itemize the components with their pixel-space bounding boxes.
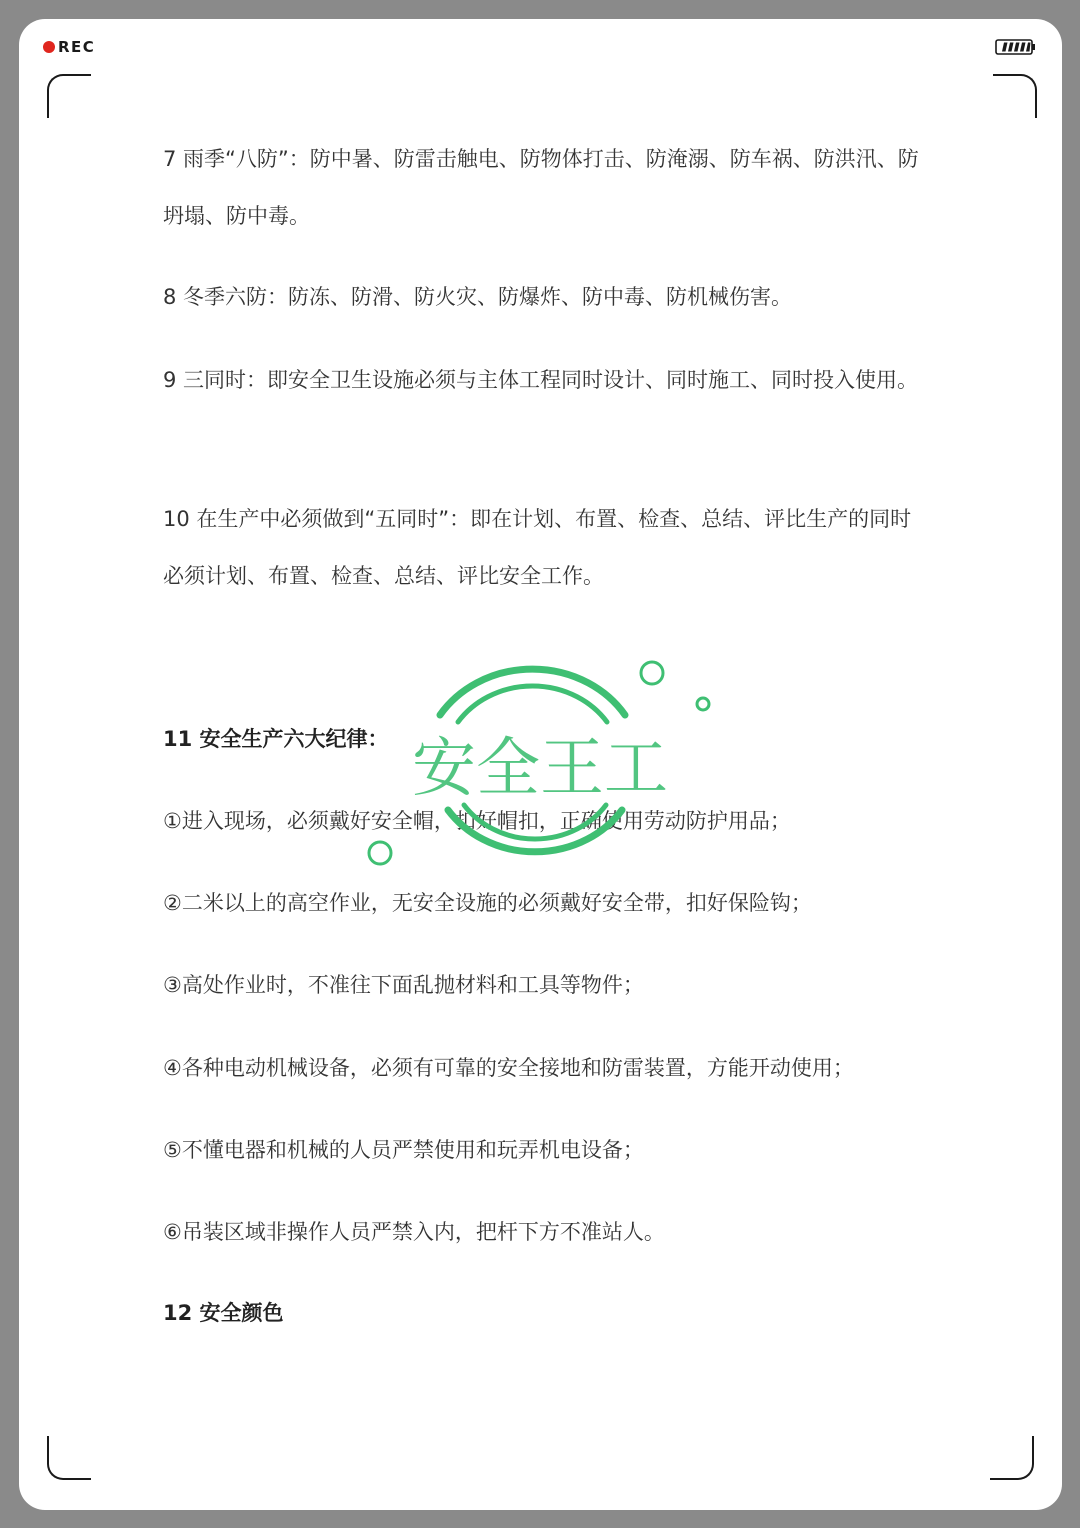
watermark-bubble-large <box>641 662 663 684</box>
discipline-item-3: ③高处作业时，不准往下面乱抛材料和工具等物件； <box>163 973 644 997</box>
discipline-item-5: ⑤不懂电器和机械的人员严禁使用和玩弄机电设备； <box>163 1138 644 1162</box>
recording-indicator <box>43 38 95 56</box>
paragraph-9: 9 三同时：即安全卫生设施必须与主体工程同时设计、同时施工、同时投入使用。 <box>163 368 919 392</box>
discipline-item-4: ④各种电动机械设备，必须有可靠的安全接地和防雷装置，方能开动使用； <box>163 1056 854 1080</box>
section-12-heading: 12 安全颜色 <box>163 1301 284 1325</box>
watermark-logo <box>360 650 730 880</box>
viewfinder-corner-top-right <box>993 74 1037 118</box>
section-11-heading: 11 安全生产六大纪律： <box>163 727 389 751</box>
watermark-bubble-left <box>369 842 391 864</box>
discipline-item-1: ①进入现场，必须戴好安全帽，扣好帽扣，正确使用劳动防护用品； <box>163 809 791 833</box>
paragraph-10: 10 在生产中必须做到“五同时”：即在计划、布置、检查、总结、评比生产的同时必须计划、布置、检查、总结、评比安全工作。 <box>163 507 912 588</box>
viewfinder-corner-bottom-left <box>47 1436 91 1480</box>
watermark-text: 安全王工 <box>412 732 668 806</box>
recording-label: REC <box>58 38 96 56</box>
viewfinder-corner-bottom-right <box>990 1436 1034 1480</box>
watermark-bubble-small <box>697 698 709 710</box>
battery-icon <box>995 39 1035 55</box>
viewfinder-corner-top-left <box>47 74 91 118</box>
record-dot-icon <box>43 41 55 53</box>
paragraph-8: 8 冬季六防：防冻、防滑、防火灾、防爆炸、防中毒、防机械伤害。 <box>163 285 793 309</box>
discipline-item-2: ②二米以上的高空作业，无安全设施的必须戴好安全带，扣好保险钩； <box>163 891 812 915</box>
discipline-item-6: ⑥吊装区域非操作人员严禁入内，把杆下方不准站人。 <box>163 1220 665 1244</box>
paragraph-7: 7 雨季“八防”：防中暑、防雷击触电、防物体打击、防淹溺、防车祸、防洪汛、防坍塌、防中毒。 <box>163 147 919 228</box>
